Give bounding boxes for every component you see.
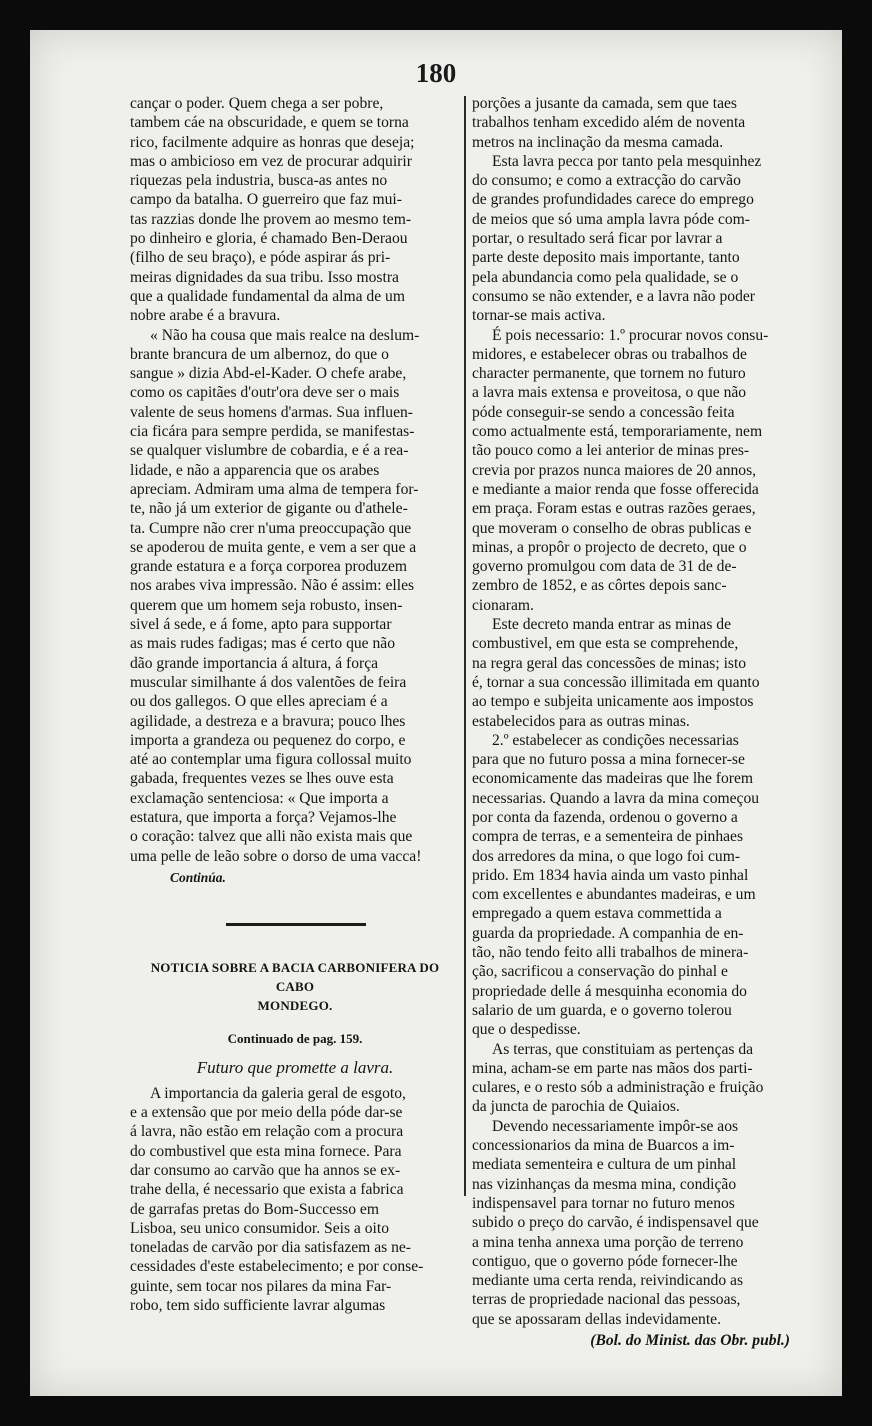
text-line: empregado a quem estava commettida a xyxy=(472,905,722,923)
text-line: tão, não tendo feito alli trabalhos de minera- xyxy=(472,944,749,962)
text-line: por conta da fazenda, ordenou o governo a xyxy=(472,808,738,826)
text-line: se qualquer vislumbre de cobardia, e é a rea- xyxy=(130,442,409,460)
left-column-body xyxy=(130,94,460,866)
text-line: Esta lavra pecca por tanto pela mesquinhez xyxy=(492,152,762,170)
text-line: estatura, que importa a força? Vejamos-lhe xyxy=(130,808,397,826)
text-line: importa a grandeza ou pequenez do corpo, e xyxy=(130,731,406,749)
text-line: (filho de seu braço), e póde aspirar ás pri- xyxy=(130,249,391,267)
right-column-body xyxy=(472,94,802,1329)
text-line: cionaram. xyxy=(472,596,534,614)
paragraph xyxy=(472,615,802,731)
source-citation: (Bol. do Minist. das Obr. publ.) xyxy=(590,1332,790,1349)
paragraph xyxy=(472,1117,802,1329)
text-line: salario de um guarda, e o governo tolerou xyxy=(472,1001,732,1019)
text-line: ta. Cumpre não crer n'uma preoccupação que xyxy=(130,519,412,537)
text-line: trabalhos tenham excedido além de noventa xyxy=(472,114,746,132)
text-line: trahe della, é necessario que exista a fabrica xyxy=(130,1181,404,1199)
text-line: o coração: talvez que alli não exista mais que xyxy=(130,828,413,846)
text-line: nos arabes viva impressão. Não é assim: elles xyxy=(130,577,415,595)
text-line: consumo se não extender, e a lavra não poder xyxy=(472,287,755,305)
text-line: grande estatura e a força corporea produzem xyxy=(130,558,408,576)
text-line: « Não ha cousa que mais realce na deslum- xyxy=(150,326,420,344)
article-headline xyxy=(130,958,460,1015)
text-line: á lavra, não estão em relação com a procura xyxy=(130,1123,404,1141)
text-line: e mediante a maior renda que fosse offerecida xyxy=(472,480,759,498)
text-line: minas, a propôr o projecto de decreto, que o xyxy=(472,538,747,556)
text-line: porções a jusante da camada, sem que taes xyxy=(472,95,737,112)
text-line: necessarias. Quando a lavra da mina começou xyxy=(472,789,760,807)
text-line: As terras, que constituiam as pertenças da xyxy=(492,1040,754,1058)
text-line: crevia por prazos nunca maiores de 20 annos, xyxy=(472,461,757,479)
paragraph xyxy=(130,326,460,866)
text-line: tornar-se mais activa. xyxy=(472,307,606,325)
text-line: que a qualidade fundamental da alma de um xyxy=(130,287,405,305)
text-line: riquezas pela industria, busca-as antes no xyxy=(130,172,388,190)
paragraph xyxy=(472,731,802,1040)
text-line: agilidade, a destreza e a bravura; pouco lhes xyxy=(130,712,406,730)
continued-from-note: Continuado de pag. 159. xyxy=(227,1031,363,1047)
text-line: como os capitães d'outr'ora deve ser o mais xyxy=(130,384,400,402)
text-line: e a extensão que por meio della póde dar-se xyxy=(130,1104,403,1122)
text-line: dar consumo ao carvão que ha annos se ex- xyxy=(130,1161,401,1179)
text-line: mina, acham-se em parte nas mãos dos parti- xyxy=(472,1059,753,1077)
text-line: lidade, e não a apparencia que os arabes xyxy=(130,461,380,479)
text-line: tas razzias donde lhe provem ao mesmo tem- xyxy=(130,210,412,228)
text-line: do consumo; e como a extracção do carvão xyxy=(472,172,741,190)
text-line: se apoderou de muita gente, e vem a ser que a xyxy=(130,538,417,556)
text-line: nobre arabe é a bravura. xyxy=(130,307,281,325)
text-line: guarda da propriedade. A companhia de en- xyxy=(472,924,744,942)
text-line: a mina tenha annexa uma porção de terreno xyxy=(472,1233,744,1251)
text-line: midores, e estabelecer obras ou trabalhos de xyxy=(472,345,747,363)
text-line: muscular similhante á dos valentões de feira xyxy=(130,673,407,691)
text-line: até ao contemplar uma figura collossal muito xyxy=(130,751,412,769)
text-line: Este decreto manda entrar as minas de xyxy=(492,616,732,634)
text-line: de meios que só uma ampla lavra póde com- xyxy=(472,210,750,228)
article-subheading: Futuro que promette a lavra. xyxy=(196,1058,394,1078)
text-line: de grandes profundidades carece do emprego xyxy=(472,191,754,209)
text-line: ou dos gallegos. O que elles apreciam é a xyxy=(130,693,388,711)
text-line: A importancia da galeria geral de esgoto, xyxy=(150,1084,406,1102)
text-line: as mais rudes fadigas; mas é certo que não xyxy=(130,635,396,653)
newspaper-page xyxy=(30,30,842,1396)
text-line: toneladas de carvão por dia satisfazem as ne- xyxy=(130,1239,411,1257)
text-line: É pois necessario: 1.º procurar novos consu- xyxy=(492,326,769,344)
text-line: gabada, frequentes vezes se lhes ouve esta xyxy=(130,770,394,788)
text-line: nas vizinhanças da mesma mina, condição xyxy=(472,1175,737,1193)
text-line: subido o preço do carvão, é indispensavel que xyxy=(472,1214,759,1232)
paragraph xyxy=(472,1040,802,1117)
text-line: póde conseguir-se sendo a concessão feita xyxy=(472,403,735,421)
text-line: propriedade delle á mesquinha economia do xyxy=(472,982,747,1000)
continued-note: Continúa. xyxy=(170,869,226,885)
text-line: mediata sementeira e cultura de um pinhal xyxy=(472,1156,737,1174)
paragraph xyxy=(472,152,802,326)
text-line: como actualmente está, temporariamente, nem xyxy=(472,423,763,441)
text-line: dão grande importancia á altura, á força xyxy=(130,654,379,672)
text-line: sivel á sede, e á fome, apto para supportar xyxy=(130,616,392,634)
text-line: rico, facilmente adquire as honras que deseja; xyxy=(130,133,415,151)
text-line: po dinheiro e gloria, é chamado Ben-Deraou xyxy=(130,230,408,248)
text-line: que o despedisse. xyxy=(472,1021,581,1039)
text-line: contiguo, que o governo póde fornecer-lhe xyxy=(472,1252,738,1270)
text-line: da juncta de parochia de Quiaios. xyxy=(472,1098,680,1116)
text-line: prido. Em 1834 havia ainda um vasto pinhal xyxy=(472,866,749,884)
text-line: tão pouco como a lei anterior de minas pres- xyxy=(472,442,750,460)
text-line: para que no futuro possa a mina fornecer-se xyxy=(472,751,745,769)
text-line: com excellentes e abundantes madeiras, e um xyxy=(472,886,756,904)
text-line: na regra geral das concessões de minas; isto xyxy=(472,654,747,672)
text-line: concessionarios da mina de Buarcos a im- xyxy=(472,1137,735,1155)
paragraph xyxy=(130,1084,460,1316)
text-line: a lavra mais extensa e proveitosa, o que não xyxy=(472,384,747,402)
article-body xyxy=(130,1084,460,1316)
text-line: parte deste deposito mais importante, tanto xyxy=(472,249,740,267)
text-line: em praça. Foram estas e outras razões geraes, xyxy=(472,500,756,518)
page-number: 180 xyxy=(415,58,457,88)
text-line: Lisboa, seu unico consumidor. Seis a oito xyxy=(130,1219,390,1237)
text-line: guinte, sem tocar nos pilares da mina Far- xyxy=(130,1277,392,1295)
text-line: governo promulgou com data de 31 de de- xyxy=(472,558,737,576)
text-line: robo, tem sido sufficiente lavrar algumas xyxy=(130,1297,386,1315)
text-line: meiras dignidades da sua tribu. Isso mostra xyxy=(130,268,399,286)
text-line: de garrafas pretas do Bom-Successo em xyxy=(130,1200,379,1218)
text-line: 2.º estabelecer as condições necessarias xyxy=(492,731,739,749)
left-column xyxy=(130,94,460,1315)
text-line: economicamente das madeiras que lhe forem xyxy=(472,770,753,788)
text-line: combustivel, em que esta se comprehende, xyxy=(472,635,739,653)
text-line: que moveram o conselho de obras publicas e xyxy=(472,519,752,537)
text-line: dos arredores da mina, o que logo foi cum- xyxy=(472,847,741,865)
text-line: ao tempo e subjeita unicamente aos impostos xyxy=(472,693,754,711)
headline-line-2: MONDEGO. xyxy=(257,998,333,1014)
text-line: compra de terras, e a sementeira de pinhaes xyxy=(472,828,744,846)
text-line: cia ficára para sempre perdida, se manifestas- xyxy=(130,423,415,441)
paragraph xyxy=(130,94,460,326)
text-line: mas o ambicioso em vez de procurar adquirir xyxy=(130,152,412,170)
text-line: cessidades d'este estabelecimento; e por conse- xyxy=(130,1258,424,1276)
text-line: é, tornar a sua concessão illimitada em quanto xyxy=(472,673,760,691)
paragraph xyxy=(472,94,802,152)
text-line: exclamação sentenciosa: « Que importa a xyxy=(130,789,389,807)
text-line: Devendo necessariamente impôr-se aos xyxy=(492,1117,739,1135)
text-line: mediante uma certa renda, reivindicando as xyxy=(472,1272,744,1290)
text-line: valente de seus homens d'armas. Sua influen- xyxy=(130,403,413,421)
text-line: culares, e o resto sób a administração e fruição xyxy=(472,1079,764,1097)
text-line: apreciam. Admiram uma alma de tempera for- xyxy=(130,480,419,498)
text-line: brante brancura de um albernoz, do que o xyxy=(130,345,389,363)
text-line: que se apossaram dellas indevidamente. xyxy=(472,1310,721,1328)
text-line: estabelecidos para as outras minas. xyxy=(472,712,690,730)
column-rule xyxy=(464,96,466,1196)
text-line: querem que um homem seja robusto, insen- xyxy=(130,596,403,614)
text-line: campo da batalha. O guerreiro que faz mui- xyxy=(130,191,402,209)
text-line: uma pelle de leão sobre o dorso de uma vacca! xyxy=(130,847,422,865)
paragraph xyxy=(472,326,802,615)
text-line: tambem cáe na obscuridade, e quem se torna xyxy=(130,114,409,132)
text-line: metros na inclinação da mesma camada. xyxy=(472,133,724,151)
text-line: do combustivel que esta mina fornece. Para xyxy=(130,1142,402,1160)
text-line: portar, o resultado será ficar por lavrar a xyxy=(472,230,723,248)
text-line: zembro de 1852, e as côrtes depois sanc- xyxy=(472,577,727,595)
headline-line-1: NOTICIA SOBRE A BACIA CARBONIFERA DO CABO xyxy=(150,960,440,995)
section-divider xyxy=(226,923,366,926)
text-line: cançar o poder. Quem chega a ser pobre, xyxy=(130,95,384,112)
right-column xyxy=(472,94,802,1350)
text-line: ção, sacrificou a conservação do pinhal e xyxy=(472,963,728,981)
text-line: pela abundancia como pela qualidade, se o xyxy=(472,268,739,286)
text-line: character permanente, que tornem no futuro xyxy=(472,365,746,383)
text-line: indispensavel para tornar no futuro menos xyxy=(472,1194,735,1212)
text-line: sangue » dizia Abd-el-Kader. O chefe arabe, xyxy=(130,365,407,383)
text-line: te, não já um exterior de gigante ou d'athele- xyxy=(130,500,408,518)
text-line: terras de propriedade nacional das pessoas, xyxy=(472,1291,741,1309)
